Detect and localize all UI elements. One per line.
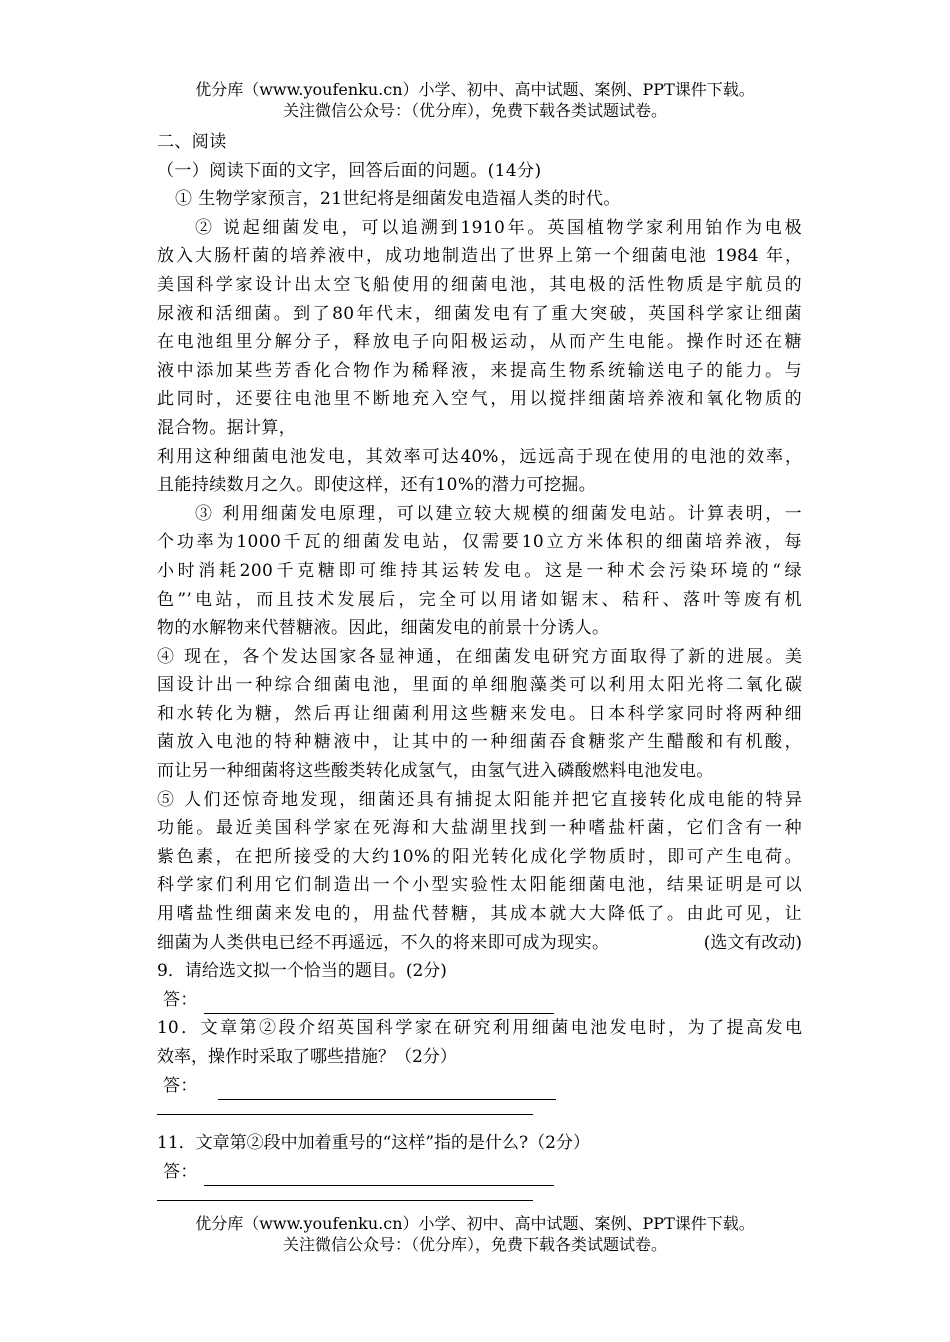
answer-row-11 <box>157 1158 802 1187</box>
answer-line-11-extra[interactable] <box>157 1200 533 1201</box>
header-line-2: 关注微信公众号：（优分库），免费下载各类试题试卷。 <box>282 101 667 120</box>
paragraph-line: 用嗜盐性细菌来发电的，用盐代替糖，其成本就大大降低了。由此可见，让 <box>157 904 802 925</box>
paragraph-line: 和水转化为糖，然后再让细菌利用这些糖来发电。日本科学家同时将两种细 <box>157 703 802 724</box>
question-10-line-1: 10．文章第②段介绍英国科学家在研究利用细菌电池发电时，为了提高发电 <box>157 1018 802 1039</box>
footer-line-1: 优分库（www.youfenku.cn）小学、初中、高中试题、案例、PPT课件下载。 <box>195 1214 755 1233</box>
part-title: （一）阅读下面的文字，回答后面的问题。(14分) <box>157 160 542 181</box>
answer-line-9[interactable] <box>204 991 554 1014</box>
paragraph-line: 国设计出一种综合细菌电池，里面的单细胞藻类可以利用太阳光将二氧化碳 <box>157 675 802 696</box>
question-9: 9．请给选文拟一个恰当的题目。(2分) <box>157 961 447 982</box>
paragraph-line: 物的水解物来代替糖液。因此，细菌发电的前景十分诱人。 <box>157 618 610 639</box>
paragraph-line: 且能持续数月之久。即使这样，还有10%的潜力可挖掘。 <box>157 475 597 496</box>
spacer <box>157 1115 802 1129</box>
paragraph-line: 美国科学家设计出太空飞船使用的细菌电池，其电极的活性物质是宇航员的 <box>157 274 802 295</box>
answer-row-10 <box>157 1072 802 1101</box>
footer-line-2: 关注微信公众号：（优分库），免费下载各类试题试卷。 <box>282 1235 667 1254</box>
paragraph-line: 在电池组里分解分子，释放电子向阳极运动，从而产生电能。操作时还在糖 <box>157 332 802 353</box>
header-line-1: 优分库（www.youfenku.cn）小学、初中、高中试题、案例、PPT课件下载。 <box>195 80 755 99</box>
page-footer <box>0 1213 950 1255</box>
paragraph-line: 混合物。据计算， <box>157 417 297 438</box>
paragraph-line: 此同时，还要往电池里不断地充入空气，用以搅拌细菌培养液和氧化物质的 <box>157 389 802 410</box>
answer-label: 答： <box>163 1075 198 1096</box>
paragraph-line: 小时消耗200千克糖即可维持其运转发电。这是一种术会污染环境的“绿 <box>157 560 802 581</box>
page-header <box>0 79 950 121</box>
paragraph-text: 细菌为人类供电已经不再遥远，不久的将来即可成为现实。 <box>157 932 610 953</box>
answer-label: 答： <box>163 1161 198 1182</box>
paragraph-line: 菌放入电池的特种糖液中，让其中的一种细菌吞食糖浆产生醋酸和有机酸， <box>157 732 802 753</box>
paragraph-line: 而让另一种细菌将这些酸类转化成氢气，由氢气进入磷酸燃料电池发电。 <box>157 761 714 782</box>
paragraph-line: 尿液和活细菌。到了80年代末，细菌发电有了重大突破，英国科学家让细菌 <box>157 303 802 324</box>
paragraph-line: ② 说起细菌发电，可以追溯到1910年。英国植物学家利用铂作为电极 <box>195 217 802 238</box>
paragraph-line: ③ 利用细菌发电原理，可以建立较大规模的细菌发电站。计算表明，一 <box>195 503 802 524</box>
source-note: (选文有改动) <box>703 932 802 953</box>
paragraph-line: 个功率为1000千瓦的细菌发电站，仅需要10立方米体积的细菌培养液，每 <box>157 532 802 553</box>
answer-line-11[interactable] <box>204 1163 554 1186</box>
paragraph-line: 利用这种细菌电池发电，其效率可达40%，远远高于现在使用的电池的效率， <box>157 446 802 467</box>
paragraph-line <box>157 929 802 958</box>
section-title: 二、阅读 <box>157 132 227 152</box>
answer-row-9 <box>157 986 802 1015</box>
paragraph-line: 放入大肠杆菌的培养液中，成功地制造出了世界上第一个细菌电池 1984 年， <box>157 246 802 267</box>
paragraph-line: 液中添加某些芳香化合物作为稀释液，来提高生物系统输送电子的能力。与 <box>157 360 802 381</box>
paragraph-line: 色”’电站，而且技术发展后，完全可以用诸如锯末、秸秆、落叶等废有机 <box>157 589 802 610</box>
paragraph-line: 紫色素，在把所接受的大约10%的阳光转化成化学物质时，即可产生电荷。 <box>157 846 802 867</box>
question-11: 11．文章第②段中加着重号的“这样”指的是什么?（2分） <box>157 1133 590 1154</box>
paragraph-line: ① 生物学家预言，21世纪将是细菌发电造福人类的时代。 <box>175 189 621 210</box>
answer-label: 答： <box>163 989 198 1010</box>
paragraph-line: 功能。最近美国科学家在死海和大盐湖里找到一种嗜盐杆菌，它们含有一种 <box>157 818 802 839</box>
question-10-line-2: 效率，操作时采取了哪些措施？（2分） <box>157 1047 457 1067</box>
paragraph-line: ⑤ 人们还惊奇地发现，细菌还具有捕捉太阳能并把它直接转化成电能的特异 <box>157 789 802 810</box>
paragraph-line: 科学家们利用它们制造出一个小型实验性太阳能细菌电池，结果证明是可以 <box>157 875 802 896</box>
reading-section <box>157 128 802 1201</box>
paragraph-line: ④ 现在，各个发达国家各显神通，在细菌发电研究方面取得了新的进展。美 <box>157 646 802 667</box>
answer-line-10[interactable] <box>218 1077 556 1100</box>
